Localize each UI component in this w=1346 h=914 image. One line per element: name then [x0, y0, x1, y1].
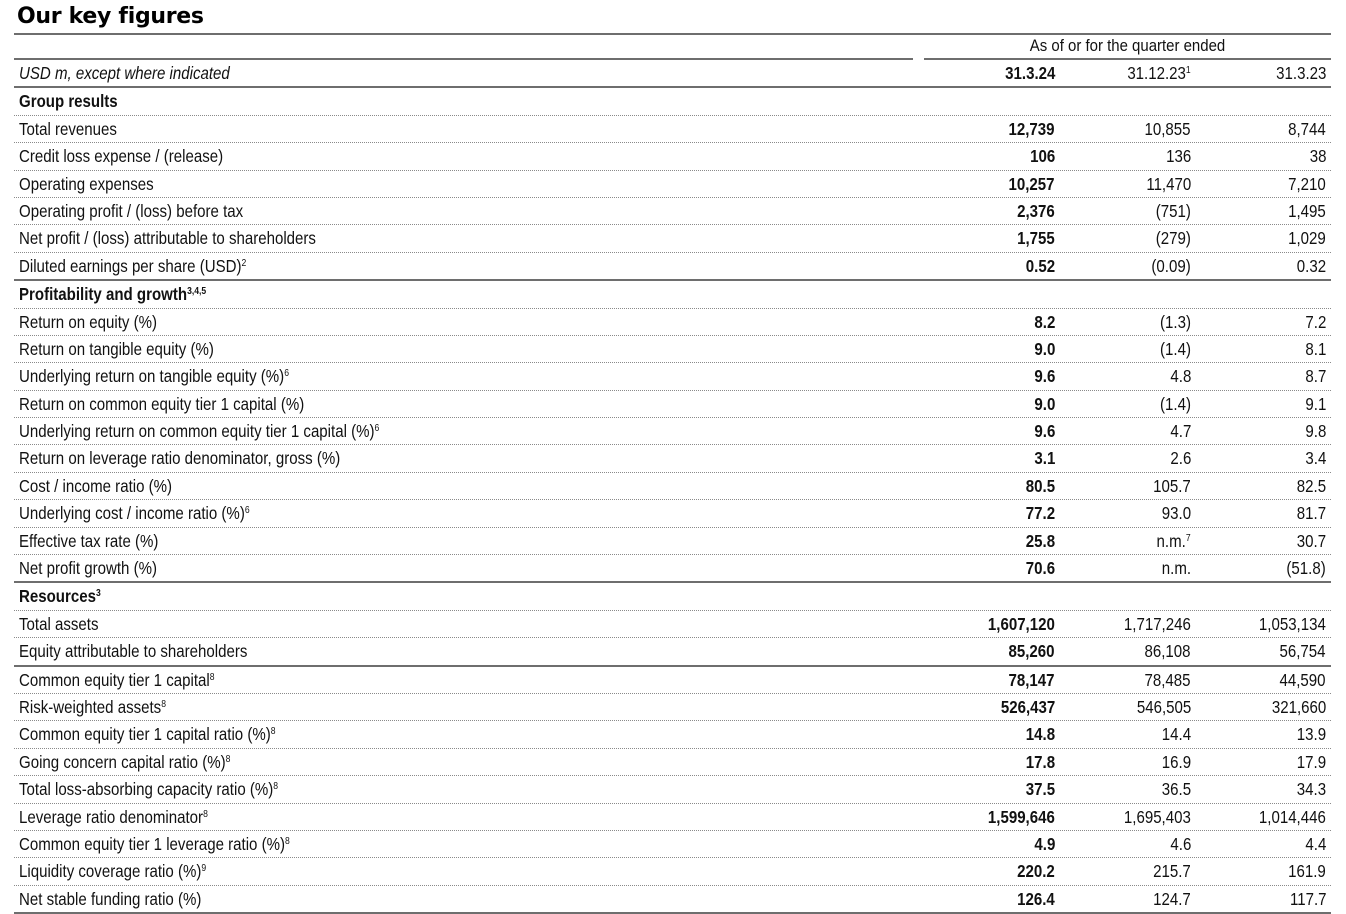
- value-31-12-23: 16.9: [1161, 751, 1191, 772]
- table-row: [14, 171, 1331, 198]
- value-31-12-23: 14.4: [1161, 724, 1191, 745]
- value-31-12-23: 10,855: [1144, 118, 1191, 139]
- value-31-3-23: 34.3: [1296, 779, 1326, 800]
- row-label: Total loss-absorbing capacity ratio (%)$^8$: [19, 779, 279, 800]
- row-label: Return on common equity tier 1 capital (%): [19, 393, 305, 414]
- table-row: [14, 198, 1331, 225]
- value-31-3-24: 25.8: [1025, 530, 1055, 551]
- column-header-prior-quarter: 31.12.23$^1$: [1127, 63, 1191, 83]
- table-row: [14, 886, 1331, 914]
- value-31-3-23: 1,014,446: [1259, 806, 1326, 827]
- value-31-3-24: 77.2: [1025, 503, 1055, 524]
- value-31-3-24: 526,437: [1000, 696, 1055, 717]
- row-label: Common equity tier 1 capital$^8$: [19, 669, 215, 690]
- value-31-3-24: 1,607,120: [988, 613, 1055, 634]
- value-31-3-23: 1,029: [1288, 228, 1326, 249]
- footnote-ref: 8: [209, 671, 215, 683]
- table-row: [14, 804, 1331, 831]
- value-31-3-24: 37.5: [1025, 779, 1055, 800]
- row-label: Underlying return on tangible equity (%)$^6$: [19, 366, 289, 387]
- value-31-3-23: 9.8: [1305, 421, 1326, 442]
- table-row: [14, 776, 1331, 803]
- value-31-3-23: 0.32: [1296, 255, 1326, 276]
- footnote-ref: 8: [203, 808, 208, 820]
- table-row: [14, 336, 1331, 363]
- row-label: Underlying return on common equity tier 1 capital (%)$^6$: [19, 421, 380, 442]
- value-31-12-23: 93.0: [1161, 503, 1191, 524]
- value-31-3-24: 80.5: [1025, 475, 1055, 496]
- footnote-ref: 1: [1186, 65, 1191, 76]
- value-31-12-23: 546,505: [1136, 696, 1191, 717]
- table-row: [14, 667, 1331, 694]
- value-31-12-23: (1.3): [1160, 311, 1191, 332]
- value-31-3-23: 13.9: [1296, 724, 1326, 745]
- section-header: [14, 88, 1331, 115]
- title-rule: [14, 33, 1331, 35]
- row-label: Risk-weighted assets$^8$: [19, 696, 166, 717]
- value-31-3-23: 17.9: [1296, 751, 1326, 772]
- value-31-3-24: 0.52: [1025, 255, 1055, 276]
- column-group-header: As of or for the quarter ended: [1029, 36, 1226, 55]
- column-header-current: 31.3.24: [1004, 63, 1055, 83]
- row-label: Leverage ratio denominator$^8$: [19, 806, 208, 827]
- table-row: [14, 555, 1331, 583]
- footnote-ref: 8: [273, 781, 279, 793]
- value-31-12-23: (0.09): [1151, 255, 1191, 276]
- value-31-3-24: 9.6: [1034, 421, 1055, 442]
- value-31-3-24: 14.8: [1025, 724, 1055, 745]
- value-31-3-23: 8.1: [1305, 338, 1326, 359]
- table-row: [14, 500, 1331, 527]
- footnote-ref: 7: [1186, 532, 1191, 544]
- table-row: [14, 253, 1331, 281]
- value-31-3-24: 10,257: [1008, 173, 1055, 194]
- value-31-12-23: (751): [1155, 200, 1191, 221]
- value-31-3-24: 1,599,646: [988, 806, 1055, 827]
- row-label: Net profit growth (%): [19, 558, 158, 579]
- row-label: Equity attributable to shareholders: [19, 641, 248, 662]
- row-label: Return on tangible equity (%): [19, 338, 214, 359]
- value-31-12-23: 86,108: [1144, 641, 1191, 662]
- table-row: [14, 143, 1331, 170]
- value-31-3-24: 9.0: [1034, 338, 1055, 359]
- value-31-3-24: 70.6: [1025, 558, 1055, 579]
- table-row: [14, 528, 1331, 555]
- table-row: [14, 116, 1331, 143]
- table-row: [14, 445, 1331, 472]
- value-31-3-23: 117.7: [1289, 888, 1326, 909]
- footnote-ref: 6: [244, 505, 250, 517]
- value-31-3-24: 126.4: [1017, 888, 1055, 909]
- value-31-12-23: 78,485: [1144, 669, 1191, 690]
- row-label: Cost / income ratio (%): [19, 475, 173, 496]
- row-label: Common equity tier 1 capital ratio (%)$^8$: [19, 724, 276, 745]
- value-31-3-24: 8.2: [1034, 311, 1055, 332]
- table-row: [14, 694, 1331, 721]
- value-31-3-23: 161.9: [1288, 861, 1326, 882]
- value-31-3-23: 9.1: [1305, 393, 1326, 414]
- row-label: Common equity tier 1 leverage ratio (%)$^8$: [19, 833, 290, 854]
- value-31-3-23: 1,053,134: [1259, 613, 1326, 634]
- header-row: [14, 60, 1331, 88]
- value-31-12-23: 36.5: [1161, 779, 1191, 800]
- footnote-ref: 2: [241, 257, 247, 269]
- value-31-3-24: 1,755: [1017, 228, 1055, 249]
- value-31-12-23: (1.4): [1160, 393, 1191, 414]
- value-31-12-23: 124.7: [1153, 888, 1191, 909]
- value-31-3-24: 78,147: [1008, 669, 1055, 690]
- row-label: Total assets: [19, 613, 99, 634]
- value-31-12-23: 4.7: [1170, 421, 1191, 442]
- section-title: Group results: [19, 91, 118, 112]
- value-31-3-24: 3.1: [1034, 448, 1055, 469]
- footnote-ref: 3: [95, 588, 101, 600]
- row-label: Net profit / (loss) attributable to shareholders: [19, 228, 316, 249]
- value-31-3-23: 82.5: [1296, 475, 1326, 496]
- value-31-3-23: 7,210: [1288, 173, 1326, 194]
- row-label: Operating profit / (loss) before tax: [19, 200, 244, 221]
- value-31-12-23: 11,470: [1146, 173, 1191, 194]
- row-label: Credit loss expense / (release): [19, 146, 224, 167]
- footnote-ref: 6: [284, 368, 289, 380]
- value-31-3-23: (51.8): [1286, 558, 1326, 579]
- row-label: Return on leverage ratio denominator, gross (%): [19, 448, 341, 469]
- value-31-12-23: n.m.$^7$: [1156, 530, 1191, 551]
- value-31-12-23: 4.6: [1170, 833, 1191, 854]
- value-31-3-23: 81.7: [1296, 503, 1326, 524]
- table-row: [14, 749, 1331, 776]
- value-31-12-23: 2.6: [1170, 448, 1191, 469]
- value-31-3-24: 12,739: [1008, 118, 1055, 139]
- row-label: Underlying cost / income ratio (%)$^6$: [19, 503, 250, 524]
- value-31-3-24: 220.2: [1017, 861, 1055, 882]
- page-title: Our key figures: [17, 4, 204, 29]
- table-row: [14, 391, 1331, 418]
- value-31-12-23: 4.8: [1170, 366, 1191, 387]
- value-31-12-23: 105.7: [1153, 475, 1191, 496]
- table-row: [14, 473, 1331, 500]
- footnote-ref: 6: [374, 423, 380, 435]
- value-31-12-23: 215.7: [1153, 861, 1191, 882]
- value-31-12-23: (1.4): [1160, 338, 1191, 359]
- value-31-3-24: 85,260: [1008, 641, 1055, 662]
- row-label: Going concern capital ratio (%)$^8$: [19, 751, 231, 772]
- table-row: [14, 418, 1331, 445]
- value-31-12-23: 136: [1165, 146, 1191, 167]
- value-31-3-23: 3.4: [1305, 448, 1326, 469]
- row-label: Net stable funding ratio (%): [19, 888, 202, 909]
- table-row: [14, 638, 1331, 666]
- row-label: Total revenues: [19, 118, 117, 139]
- value-31-3-24: 9.6: [1034, 366, 1055, 387]
- row-label: Liquidity coverage ratio (%)$^9$: [19, 861, 207, 882]
- value-31-3-23: 30.7: [1296, 530, 1326, 551]
- value-31-3-23: 38: [1309, 146, 1326, 167]
- table-row: [14, 721, 1331, 748]
- section-title: Profitability and growth$^{3,4,5}$: [19, 284, 207, 305]
- table-row: [14, 363, 1331, 390]
- value-31-3-23: 56,754: [1279, 641, 1326, 662]
- table-row: [14, 611, 1331, 638]
- value-31-3-24: 17.8: [1025, 751, 1055, 772]
- value-31-3-24: 106: [1029, 146, 1055, 167]
- value-31-3-23: 44,590: [1279, 669, 1326, 690]
- key-figures-table: [14, 60, 1331, 914]
- footnote-ref: 8: [225, 753, 231, 765]
- footnote-ref: 8: [270, 726, 276, 738]
- value-31-12-23: n.m.: [1161, 558, 1191, 579]
- value-31-3-24: 2,376: [1017, 200, 1055, 221]
- footnote-ref: 3,4,5: [187, 286, 207, 298]
- column-header-prior-year: 31.3.23: [1275, 63, 1326, 83]
- table-row: [14, 225, 1331, 252]
- value-31-3-23: 8,744: [1288, 118, 1326, 139]
- value-31-3-23: 321,660: [1271, 696, 1326, 717]
- footnote-ref: 8: [161, 698, 166, 710]
- section-header: [14, 281, 1331, 308]
- value-31-3-24: 9.0: [1034, 393, 1055, 414]
- row-label: Return on equity (%): [19, 311, 158, 332]
- row-label: Effective tax rate (%): [19, 530, 159, 551]
- value-31-12-23: (279): [1155, 228, 1191, 249]
- table-row: [14, 831, 1331, 858]
- value-31-3-23: 8.7: [1305, 366, 1326, 387]
- footnote-ref: 8: [284, 835, 290, 847]
- row-label: Diluted earnings per share (USD)$^2$: [19, 255, 247, 276]
- table-row: [14, 309, 1331, 336]
- section-title: Resources$^3$: [19, 586, 101, 607]
- value-31-3-24: 4.9: [1034, 833, 1055, 854]
- value-31-12-23: 1,695,403: [1124, 806, 1191, 827]
- unit-label: USD m, except where indicated: [19, 63, 230, 83]
- value-31-3-23: 1,495: [1288, 200, 1326, 221]
- value-31-3-23: 7.2: [1305, 311, 1326, 332]
- footnote-ref: 9: [201, 863, 207, 875]
- section-header: [14, 583, 1331, 610]
- value-31-3-23: 4.4: [1305, 833, 1326, 854]
- row-label: Operating expenses: [19, 173, 154, 194]
- value-31-12-23: 1,717,246: [1124, 613, 1191, 634]
